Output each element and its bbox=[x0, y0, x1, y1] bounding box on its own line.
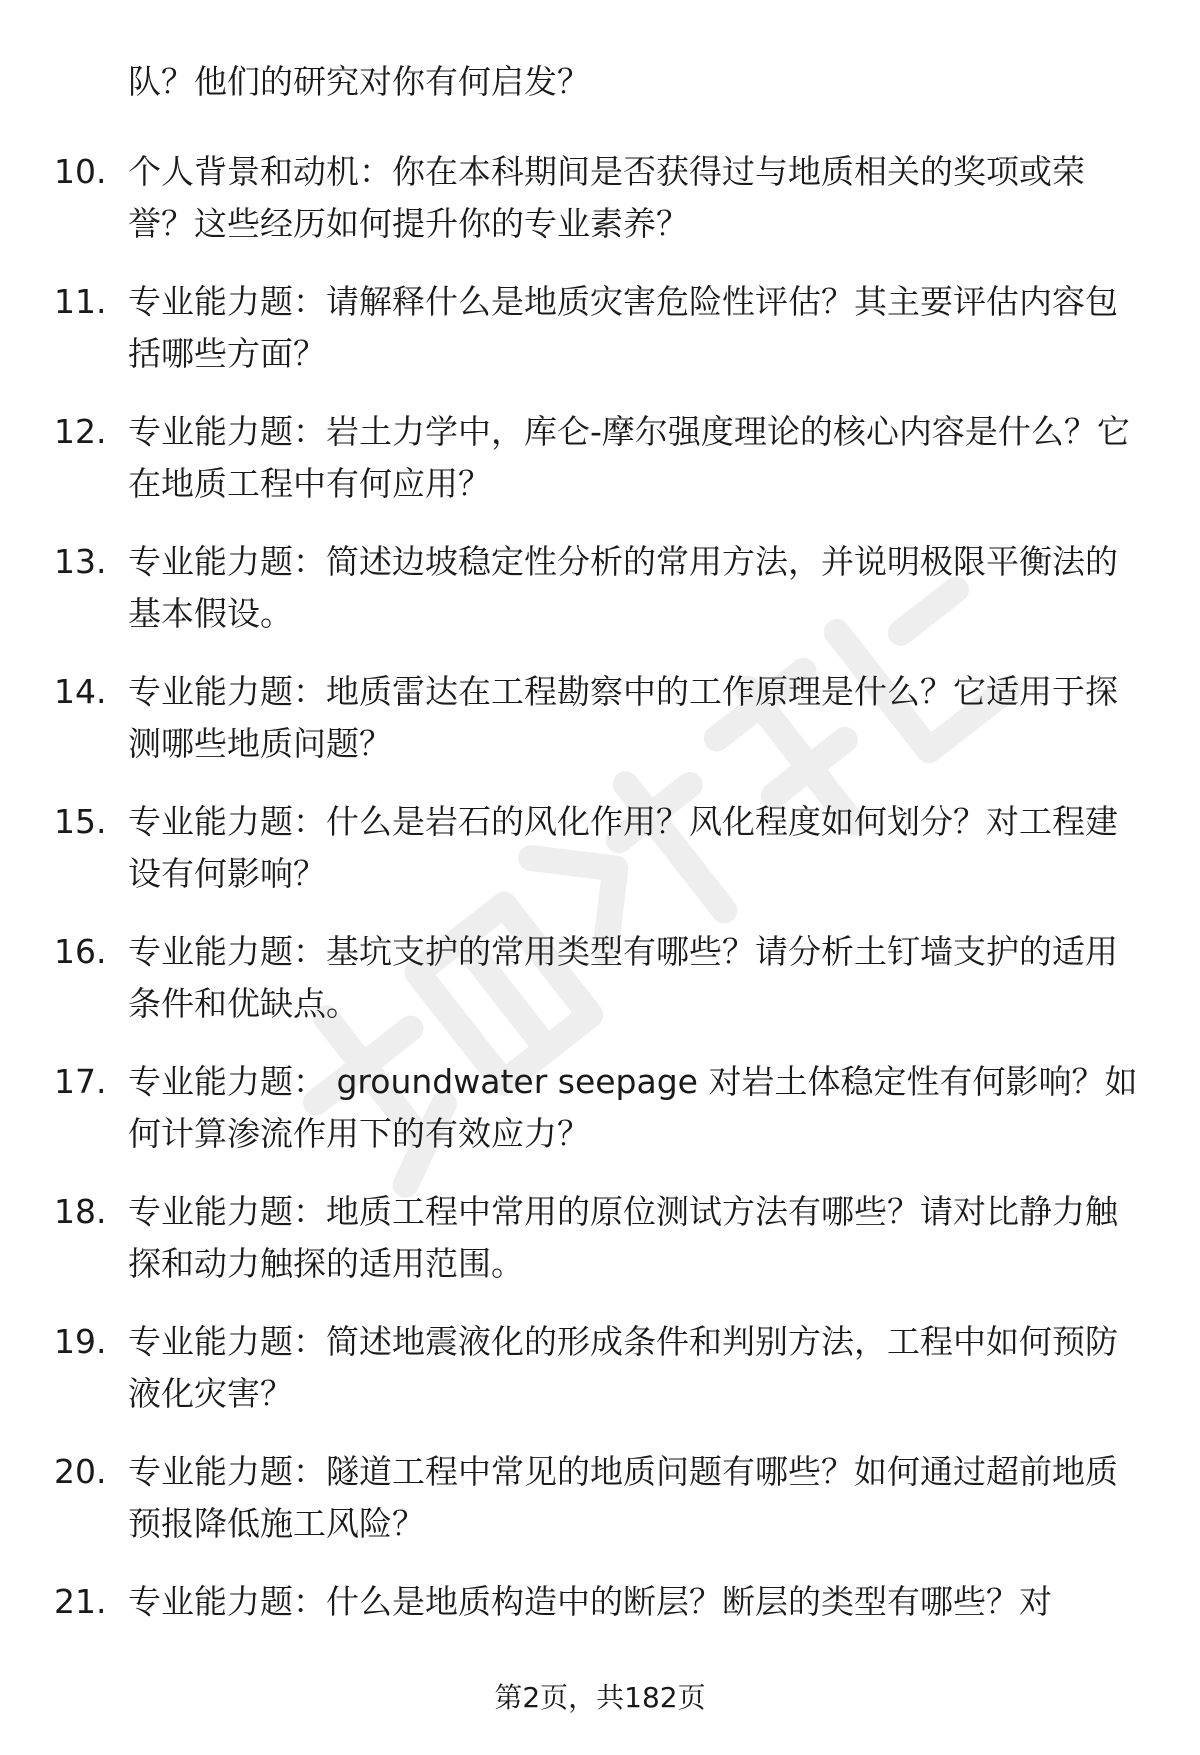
question-item bbox=[0, 528, 1200, 658]
question-number: 11. bbox=[54, 282, 107, 321]
question-number: 18. bbox=[54, 1192, 107, 1231]
question-text: 专业能力题：简述地震液化的形成条件和判别方法，工程中如何预防液化灾害？ bbox=[128, 1322, 1118, 1413]
question-number: 10. bbox=[54, 152, 107, 191]
question-item bbox=[0, 1438, 1200, 1568]
question-item bbox=[0, 1308, 1200, 1438]
question-text: 专业能力题：基坑支护的常用类型有哪些？请分析土钉墙支护的适用条件和优缺点。 bbox=[128, 932, 1118, 1023]
question-number: 12. bbox=[54, 412, 107, 451]
question-text: 专业能力题：岩土力学中，库仑-摩尔强度理论的核心内容是什么？它在地质工程中有何应用？ bbox=[128, 412, 1130, 503]
question-item bbox=[0, 398, 1200, 528]
question-number: 21. bbox=[54, 1582, 107, 1621]
question-text: 专业能力题： groundwater seepage 对岩土体稳定性有何影响？如何计算渗流作用下的有效应力？ bbox=[128, 1062, 1138, 1153]
question-item bbox=[0, 1178, 1200, 1308]
question-number: 15. bbox=[54, 802, 107, 841]
question-item bbox=[0, 268, 1200, 398]
page-footer: 第2页，共182页 bbox=[494, 1681, 706, 1714]
question-number: 19. bbox=[54, 1322, 107, 1361]
question-item bbox=[0, 138, 1200, 268]
question-number: 20. bbox=[54, 1452, 107, 1491]
question-text: 专业能力题：简述边坡稳定性分析的常用方法，并说明极限平衡法的基本假设。 bbox=[128, 542, 1118, 633]
question-number: 13. bbox=[54, 542, 107, 581]
question-text: 专业能力题：地质雷达在工程勘察中的工作原理是什么？它适用于探测哪些地质问题？ bbox=[128, 672, 1118, 763]
question-number: 17. bbox=[54, 1062, 107, 1101]
question-text: 专业能力题：请解释什么是地质灾害危险性评估？其主要评估内容包括哪些方面？ bbox=[128, 282, 1118, 373]
question-item bbox=[0, 918, 1200, 1048]
question-text: 专业能力题：什么是岩石的风化作用？风化程度如何划分？对工程建设有何影响？ bbox=[128, 802, 1118, 893]
question-text: 个人背景和动机：你在本科期间是否获得过与地质相关的奖项或荣誉？这些经历如何提升你的专业素养？ bbox=[128, 152, 1085, 243]
question-item bbox=[0, 658, 1200, 788]
question-item bbox=[0, 788, 1200, 918]
question-text: 专业能力题：地质工程中常用的原位测试方法有哪些？请对比静力触探和动力触探的适用范围。 bbox=[128, 1192, 1118, 1283]
continued-text: 队？他们的研究对你有何启发？ bbox=[128, 62, 590, 101]
question-list bbox=[0, 138, 1200, 1698]
question-text: 专业能力题：隧道工程中常见的地质问题有哪些？如何通过超前地质预报降低施工风险？ bbox=[128, 1452, 1118, 1543]
question-text: 专业能力题：什么是地质构造中的断层？断层的类型有哪些？对 bbox=[128, 1582, 1052, 1621]
question-number: 14. bbox=[54, 672, 107, 711]
question-number: 16. bbox=[54, 932, 107, 971]
question-item bbox=[0, 1048, 1200, 1178]
